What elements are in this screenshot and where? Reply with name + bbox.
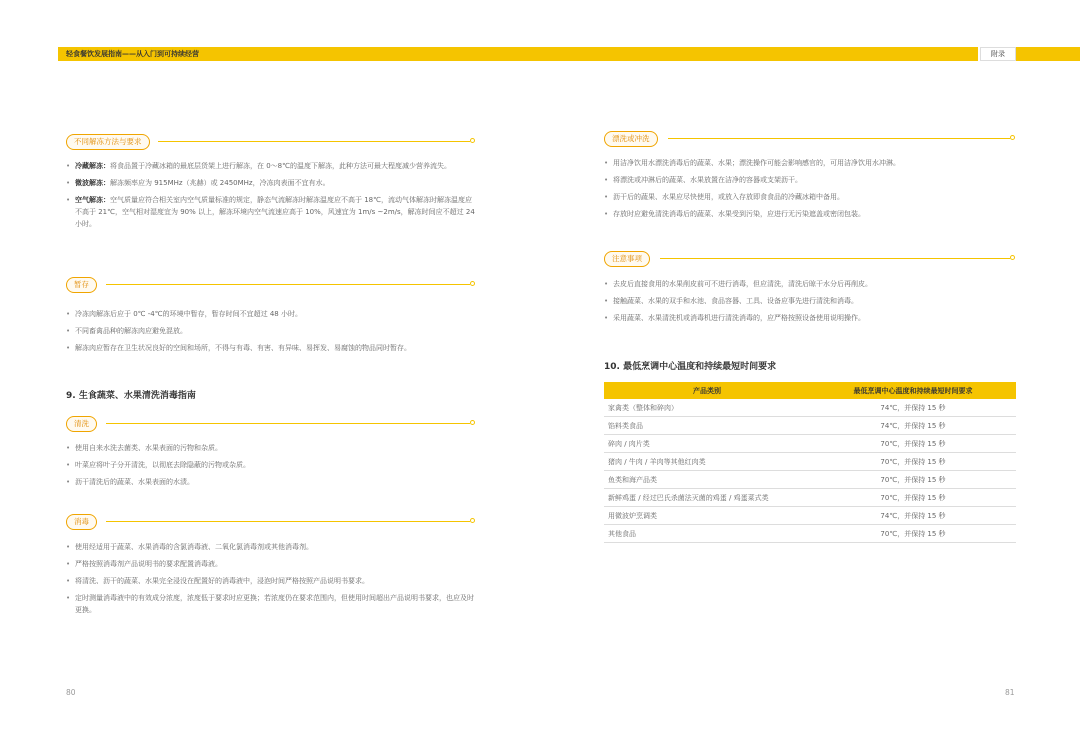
appendix-tag: 附录: [980, 47, 1016, 61]
table-row: [604, 417, 1016, 435]
section-10-title: 10. 最低烹调中心温度和持续最短时间要求: [604, 362, 777, 372]
table-cell: 新鲜鸡蛋 / 经过巴氏杀菌法灭菌的鸡蛋 / 鸡蛋菜式类: [604, 489, 810, 507]
divider-line: [106, 521, 470, 522]
section-head-wash: [66, 416, 476, 432]
divider-dot: [470, 281, 475, 286]
section-head-disinfect: [66, 514, 476, 530]
table-row: [604, 489, 1016, 507]
rinse-list: [604, 157, 1016, 225]
page-number-left: 80: [66, 688, 76, 697]
list-item: • 严格按照消毒剂产品说明书的要求配置消毒液。: [66, 558, 476, 570]
table-cell: 70℃，并保持 15 秒: [810, 525, 1016, 543]
table-row: [604, 435, 1016, 453]
column-header: 产品类别: [604, 382, 810, 399]
table-cell: 其他食品: [604, 525, 810, 543]
table-cell: 74℃，并保持 15 秒: [810, 507, 1016, 525]
table-row: [604, 453, 1016, 471]
table-row: [604, 399, 1016, 417]
list-item: • 冷冻肉解冻后应于 0℃ -4℃的环境中暂存，暂存时间不宜超过 48 小时。: [66, 308, 476, 320]
list-item: • 定时测量消毒液中的有效成分浓度，浓度低于要求时应更换；若浓度仍在要求范围内，但使用时间超出产品说明书要求，也应及时更换。: [66, 592, 476, 616]
section-9-title: 9. 生食蔬菜、水果清洗消毒指南: [66, 391, 196, 401]
table-row: [604, 507, 1016, 525]
table-cell: 家禽类（整体和碎肉）: [604, 399, 810, 417]
table-header-row: [604, 382, 1016, 399]
section-title: 不同解冻方法与要求: [66, 134, 150, 150]
table-cell: 74℃，并保持 15 秒: [810, 417, 1016, 435]
table-row: [604, 471, 1016, 489]
table-cell: 用微波炉烹调类: [604, 507, 810, 525]
section-title: 消毒: [66, 514, 97, 530]
section-title: 清洗: [66, 416, 97, 432]
list-item: • 将漂洗或冲淋后的蔬菜、水果放置在洁净的容器或支架沥干。: [604, 174, 1016, 186]
page-number-right: 81: [1005, 688, 1015, 697]
divider-line: [106, 423, 470, 424]
divider-line: [106, 284, 470, 285]
divider-dot: [470, 138, 475, 143]
list-item: • 用洁净饮用水漂洗消毒后的蔬菜、水果；漂洗操作可能会影响感官的，可用洁净饮用水冲淋。: [604, 157, 1016, 169]
section-head-notice: [604, 251, 1016, 267]
table-cell: 馅料类食品: [604, 417, 810, 435]
divider-dot: [1010, 255, 1015, 260]
disinfect-list: [66, 541, 476, 621]
notice-list: [604, 278, 1016, 329]
divider-line: [158, 141, 470, 142]
table-cell: 碎肉 / 肉片类: [604, 435, 810, 453]
cooking-temperature-table: [604, 382, 1016, 543]
divider-dot: [1010, 135, 1015, 140]
list-item: • 采用蔬菜、水果清洗机或消毒机进行清洗消毒的，应严格按照设备使用说明操作。: [604, 312, 1016, 324]
list-item: • 使用自来水洗去菌类、水果表面的污物和杂质。: [66, 442, 476, 454]
list-item: • 将清洗、沥干的蔬菜、水果完全浸没在配置好的消毒液中，浸泡时间严格按照产品说明书要求。: [66, 575, 476, 587]
wash-list: [66, 442, 476, 493]
list-item: • 解冻肉应暂存在卫生状况良好的空间和场所，不得与有毒、有害、有异味、易挥发、易腐蚀的物品同时暂存。: [66, 342, 476, 354]
list-item: • 叶菜应将叶子分开清洗，以彻底去除隐蔽的污物或杂质。: [66, 459, 476, 471]
table-row: [604, 525, 1016, 543]
column-header: 最低烹调中心温度和持续最短时间要求: [810, 382, 1016, 399]
header-title: 轻食餐饮发展指南——从入门到可持续经营: [66, 50, 199, 58]
section-title: 漂洗或冲洗: [604, 131, 658, 147]
thaw-list: [66, 160, 476, 235]
divider-dot: [470, 420, 475, 425]
table-cell: 鱼类和海产品类: [604, 471, 810, 489]
table-cell: 70℃，并保持 15 秒: [810, 435, 1016, 453]
section-head-store: [66, 277, 476, 293]
section-head-thaw: [66, 134, 476, 150]
table-cell: 74℃，并保持 15 秒: [810, 399, 1016, 417]
store-list: [66, 308, 476, 359]
header-bar-right: [1016, 47, 1080, 61]
table-cell: 70℃，并保持 15 秒: [810, 471, 1016, 489]
list-item: • 沥干清洗后的蔬菜、水果表面的水渍。: [66, 476, 476, 488]
list-item: • 冷藏解冻：将食品置于冷藏冰箱的最底层货架上进行解冻，在 0～8℃的温度下解冻，此种方法可最大程度减少营养流失。: [66, 160, 476, 172]
list-item: • 去皮后直接食用的水果削皮前可不进行消毒，但应清洗，清洗后晾干水分后再削皮。: [604, 278, 1016, 290]
table-cell: 70℃，并保持 15 秒: [810, 489, 1016, 507]
section-title: 注意事项: [604, 251, 650, 267]
list-item: • 空气解冻：空气质量应符合相关室内空气质量标准的规定，静态气流解冻时解冻温度应不高于 18℃，流动气体解冻时解冻温度应不高于 21℃，空气相对湿度宜为 90% 以上，解冻环境内空气流速应高于 10%，风速宜为 1m/s ~2m/s，解冻时间应不超过 24 小时。: [66, 194, 476, 230]
divider-line: [660, 258, 1010, 259]
list-item: • 使用经适用于蔬菜、水果消毒的含氯消毒液、二氧化氯消毒剂或其他消毒剂。: [66, 541, 476, 553]
list-item: • 不同畜禽品种的解冻肉应避免混放。: [66, 325, 476, 337]
table-cell: 70℃，并保持 15 秒: [810, 453, 1016, 471]
divider-dot: [470, 518, 475, 523]
list-item: • 微波解冻：解冻频率应为 915MHz（兆赫）或 2450MHz，冷冻肉表面不宜有水。: [66, 177, 476, 189]
divider-line: [668, 138, 1010, 139]
list-item: • 存放时应避免清洗消毒后的蔬菜、水果受到污染，应进行无污染遮盖或密闭包装。: [604, 208, 1016, 220]
section-title: 暂存: [66, 277, 97, 293]
list-item: • 接触蔬菜、水果的双手和水池、食品容器、工具、设备应事先进行清洗和消毒。: [604, 295, 1016, 307]
section-head-rinse: [604, 131, 1016, 147]
list-item: • 沥干后的蔬果、水果应尽快使用，或放入存放即食食品的冷藏冰箱中备用。: [604, 191, 1016, 203]
table-cell: 猪肉 / 牛肉 / 羊肉等其他红肉类: [604, 453, 810, 471]
